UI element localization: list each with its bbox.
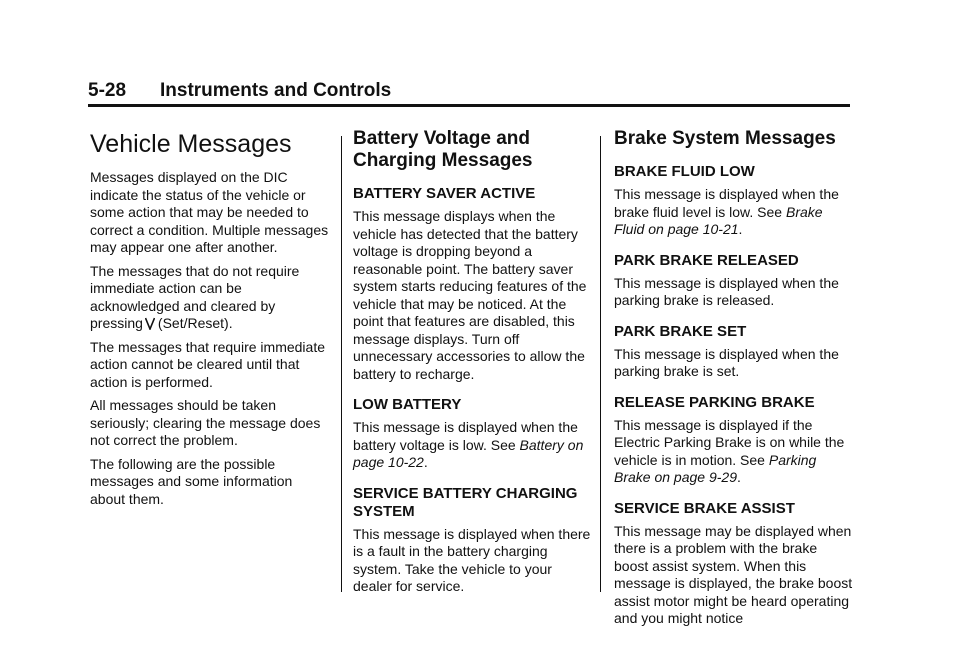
check-icon xyxy=(145,316,155,330)
page-header xyxy=(88,80,850,106)
column-vehicle-messages xyxy=(90,126,330,514)
column-brake-messages xyxy=(614,126,854,634)
cross-reference-link[interactable]: Parking Brake on page 9-29 xyxy=(614,451,817,485)
paragraph xyxy=(614,417,854,487)
subheading-service-brake-assist: SERVICE BRAKE ASSIST xyxy=(614,499,795,517)
header-rule xyxy=(88,104,850,107)
paragraph: This message is displayed when the parking brake is released. xyxy=(614,274,839,308)
punctuation: . xyxy=(738,221,743,237)
column-battery-messages xyxy=(353,126,593,602)
subheading-battery-saver-active: BATTERY SAVER ACTIVE xyxy=(353,185,536,202)
column-divider xyxy=(341,136,342,592)
paragraph-text: The messages that do not require immediate action can be acknowledged and cleared by pressing xyxy=(90,262,300,331)
paragraph: All messages should be taken seriously; clearing the message does not correct the problem. xyxy=(90,397,321,448)
brake-messages-heading: Brake System Messages xyxy=(614,128,836,149)
subheading-park-brake-released: PARK BRAKE RELEASED xyxy=(614,251,799,269)
paragraph: This message displays when the vehicle has detected that the battery voltage is dropping beyond a reasonable point. The battery saver system starts reducing features of the vehicle that may be noticed. At the point that features are disabled, this message displays. Turn off unnecessary accessories to allow the battery to recharge. xyxy=(353,208,587,382)
subheading-park-brake-set: PARK BRAKE SET xyxy=(614,322,747,340)
paragraph: Messages displayed on the DIC indicate the status of the vehicle or some action that may be needed to correct a condition. Multiple messages may appear one after another. xyxy=(90,169,329,255)
cross-reference-link[interactable]: Brake Fluid on page 10-21 xyxy=(614,203,823,237)
paragraph: The following are the possible messages and some information about them. xyxy=(90,455,293,507)
subheading-service-battery-charging: SERVICE BATTERY CHARGING SYSTEM xyxy=(353,484,578,520)
cross-reference-link[interactable]: Battery on page 10-22 xyxy=(353,436,584,470)
subheading-low-battery: LOW BATTERY xyxy=(353,396,462,413)
vehicle-messages-heading: Vehicle Messages xyxy=(90,130,292,158)
page-number: 5-28 xyxy=(88,80,127,101)
paragraph xyxy=(353,419,593,472)
paragraph-text: (Set/Reset). xyxy=(157,315,233,331)
paragraph: This message is displayed when there is a fault in the battery charging system. Take the vehicle to your dealer for service. xyxy=(353,525,591,594)
paragraph: This message is displayed when the parking brake is set. xyxy=(614,345,839,379)
subheading-brake-fluid-low: BRAKE FLUID LOW xyxy=(614,163,755,180)
paragraph: The messages that require immediate action cannot be cleared until that action is performed. xyxy=(90,338,325,390)
paragraph: This message may be displayed when there is a problem with the brake boost assist system. When this message is displayed, the brake boost assist motor might be heard operating and you might notice xyxy=(614,522,853,626)
paragraph-text: This message is displayed when the brake fluid level is low. See xyxy=(614,186,839,220)
subheading-release-parking-brake: RELEASE PARKING BRAKE xyxy=(614,393,815,411)
punctuation: . xyxy=(736,469,741,485)
paragraph-set-reset xyxy=(90,263,330,333)
paragraph xyxy=(614,186,854,239)
paragraph-text: This message is displayed when the battery voltage is low. See xyxy=(353,419,578,453)
section-title: Instruments and Controls xyxy=(160,80,392,101)
paragraph-text: This message is displayed if the Electric Parking Brake is on while the vehicle is in motion. See xyxy=(614,416,845,468)
column-divider xyxy=(600,136,601,592)
battery-messages-heading: Battery Voltage and Charging Messages xyxy=(353,128,533,171)
punctuation: . xyxy=(423,454,428,470)
